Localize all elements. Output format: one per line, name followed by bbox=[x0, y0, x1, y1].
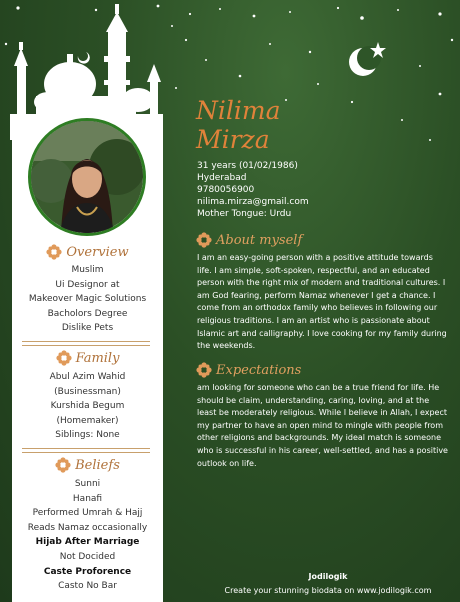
profile-name bbox=[196, 96, 280, 154]
overview-list bbox=[12, 263, 163, 336]
family-title: Family bbox=[75, 350, 120, 366]
list-item: Not Docided bbox=[59, 551, 116, 562]
list-item: Caste Proforence bbox=[43, 566, 132, 577]
phone: 9780056900 bbox=[197, 185, 255, 196]
list-item: Performed Umrah & Hajj bbox=[32, 508, 143, 519]
beliefs-title: Beliefs bbox=[75, 457, 120, 473]
flower-ornament-icon bbox=[55, 457, 71, 473]
list-item: Bacholors Degree bbox=[47, 308, 128, 319]
expectations-title: Expectations bbox=[216, 362, 302, 378]
overview-title: Overview bbox=[66, 244, 129, 260]
list-item: Hanafi bbox=[72, 493, 103, 504]
divider bbox=[22, 341, 150, 346]
flower-ornament-icon bbox=[196, 232, 212, 248]
profile-photo bbox=[28, 118, 146, 236]
about-text: I am an easy-going person with a positive attitude towards life. I am simple, soft-spoken, respectful, and an educated person with the right mix of modern and traditional cultures. I am God fearing, perform Namaz whenever I get a chance. I come from an orthodox family who believes in following our religious traditions. I am an artist who is passionate about Islamic art and calligraphy. I love cooking for my family during the weekends. bbox=[197, 253, 447, 351]
avatar bbox=[31, 121, 143, 233]
beliefs-heading bbox=[12, 457, 163, 473]
last-name: Mirza bbox=[196, 125, 270, 154]
list-item: Siblings: None bbox=[55, 430, 120, 441]
list-item: Muslim bbox=[71, 265, 104, 275]
flower-ornament-icon bbox=[56, 350, 72, 366]
flower-ornament-icon bbox=[46, 244, 62, 260]
family-heading bbox=[12, 350, 163, 366]
list-item: Casto No Bar bbox=[58, 581, 117, 592]
mother-tongue: Mother Tongue: Urdu bbox=[197, 209, 292, 220]
beliefs-list bbox=[12, 477, 163, 594]
list-item: Kurshida Begum bbox=[50, 401, 125, 412]
list-item: Makeover Magic Solutions bbox=[28, 294, 147, 305]
footer-link[interactable]: Create your stunning biodata on www.jodilogik.com bbox=[224, 586, 432, 595]
list-item: Abul Azim Wahid bbox=[49, 372, 126, 382]
flower-ornament-icon bbox=[196, 362, 212, 378]
contact-details bbox=[197, 160, 309, 220]
age-dob: 31 years (01/02/1986) bbox=[197, 161, 298, 171]
expectations-text: am looking for someone who can be a true friend for life. He should be claim, understanding, caring, loving, and at the least be moderately religious. While I believe in Allah, I expect my partner to have an open mind to mingle with people from other religions and backgrounds. My ideal match is someone who is successful in his career, well-settled, and has a positive outlook on life. bbox=[197, 383, 448, 468]
list-item: (Businessman) bbox=[54, 386, 121, 397]
family-list bbox=[12, 370, 163, 443]
email: nilima.mirza@gmail.com bbox=[197, 197, 309, 208]
overview-heading bbox=[12, 244, 163, 260]
about-title: About myself bbox=[216, 232, 303, 248]
about-heading bbox=[196, 232, 302, 248]
list-item: Dislike Pets bbox=[61, 323, 114, 334]
list-item: (Homemaker) bbox=[56, 415, 119, 426]
list-item: Reads Namaz occasionally bbox=[27, 522, 148, 533]
list-item: Ui Designor at bbox=[55, 279, 120, 290]
footer-logo: Jodilogik bbox=[308, 572, 348, 581]
list-item: Hijab After Marriage bbox=[35, 537, 140, 548]
first-name: Nilima bbox=[196, 96, 281, 125]
list-item: Sunni bbox=[74, 479, 101, 489]
divider bbox=[22, 448, 150, 453]
crescent-star-icon bbox=[346, 40, 386, 80]
city: Hyderabad bbox=[197, 173, 247, 184]
expectations-heading bbox=[196, 362, 301, 378]
